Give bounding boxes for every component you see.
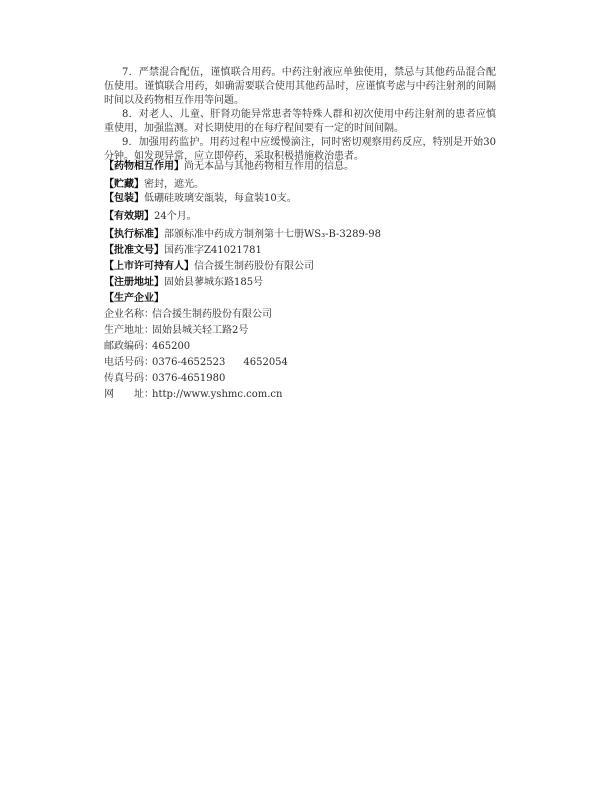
company-zip: 465200 <box>152 341 191 352</box>
info-key: 企业名称： <box>104 309 154 320</box>
info-key: 传真号码： <box>104 373 154 384</box>
company-name: 信合援生制药股份有限公司 <box>152 309 272 320</box>
section-approval <box>104 244 504 258</box>
section-package <box>104 192 504 206</box>
info-key: 邮政编码： <box>104 341 154 352</box>
section-text: 国药准字Z41021781 <box>164 245 262 256</box>
section-text: 尚无本品与其他药物相互作用的信息。 <box>184 161 354 172</box>
section-label: 【批准文号】 <box>104 245 164 256</box>
company-website[interactable]: http://www.yshmc.com.cn <box>152 389 283 400</box>
section-validity <box>104 210 504 224</box>
company-address: 固始县城关轻工路2号 <box>152 325 249 336</box>
section-label: 【生产企业】 <box>104 293 164 304</box>
section-label: 【注册地址】 <box>104 277 164 288</box>
company-web-row <box>104 388 504 402</box>
section-label: 【执行标准】 <box>104 229 164 240</box>
section-label: 【包装】 <box>104 193 144 204</box>
company-fax-row <box>104 372 504 386</box>
section-holder <box>104 260 504 274</box>
section-storage <box>104 178 504 192</box>
section-text: 信合援生制药股份有限公司 <box>194 261 314 272</box>
section-interaction <box>104 160 504 174</box>
company-tel-2: 4652054 <box>243 357 288 368</box>
section-manufacturer <box>104 292 504 306</box>
section-standard <box>104 228 504 242</box>
info-key: 生产地址： <box>104 325 154 336</box>
section-text: 固始县蓼城东路185号 <box>164 277 264 288</box>
section-reg-address <box>104 276 504 290</box>
company-fax: 0376-4651980 <box>152 373 226 384</box>
company-address-row <box>104 324 504 338</box>
section-label: 【有效期】 <box>104 211 154 222</box>
section-text: 低硼硅玻璃安瓿装，每盒装10支。 <box>144 193 297 204</box>
info-key: 网 址： <box>104 389 154 400</box>
company-tel-1: 0376-4652523 <box>152 357 226 368</box>
precaution-item-9: 9．加强用药监护。用药过程中应缓慢滴注，同时密切观察用药反应，特别是开始30分钟。如发现异常，应立即停药，采取积极措施救治患者。 <box>104 137 496 162</box>
section-label: 【上市许可持有人】 <box>104 261 194 272</box>
precautions-list <box>104 66 496 164</box>
company-name-row <box>104 308 504 322</box>
section-text: 部颁标准中药成方制剂第十七册WS₃-B-3289-98 <box>164 229 381 240</box>
company-tel-row <box>104 356 504 370</box>
section-label: 【药物相互作用】 <box>104 161 184 172</box>
precaution-item-7: 7．严禁混合配伍，谨慎联合用药。中药注射液应单独使用，禁忌与其他药品混合配伍使用。谨慎联合用药，如确需要联合使用其他药品时，应谨慎考虑与中药注射剂的间隔时间以及药物相互作用等问题。 <box>104 67 496 106</box>
section-text: 密封，遮光。 <box>144 179 204 190</box>
section-text: 24个月。 <box>154 211 197 222</box>
info-key: 电话号码： <box>104 357 154 368</box>
company-zip-row <box>104 340 504 354</box>
precaution-item-8: 8．对老人、儿童、肝肾功能异常患者等特殊人群和初次使用中药注射剂的患者应慎重使用，加强监测。对长期使用的在每疗程间要有一定的时间间隔。 <box>104 109 496 134</box>
section-label: 【贮藏】 <box>104 179 144 190</box>
